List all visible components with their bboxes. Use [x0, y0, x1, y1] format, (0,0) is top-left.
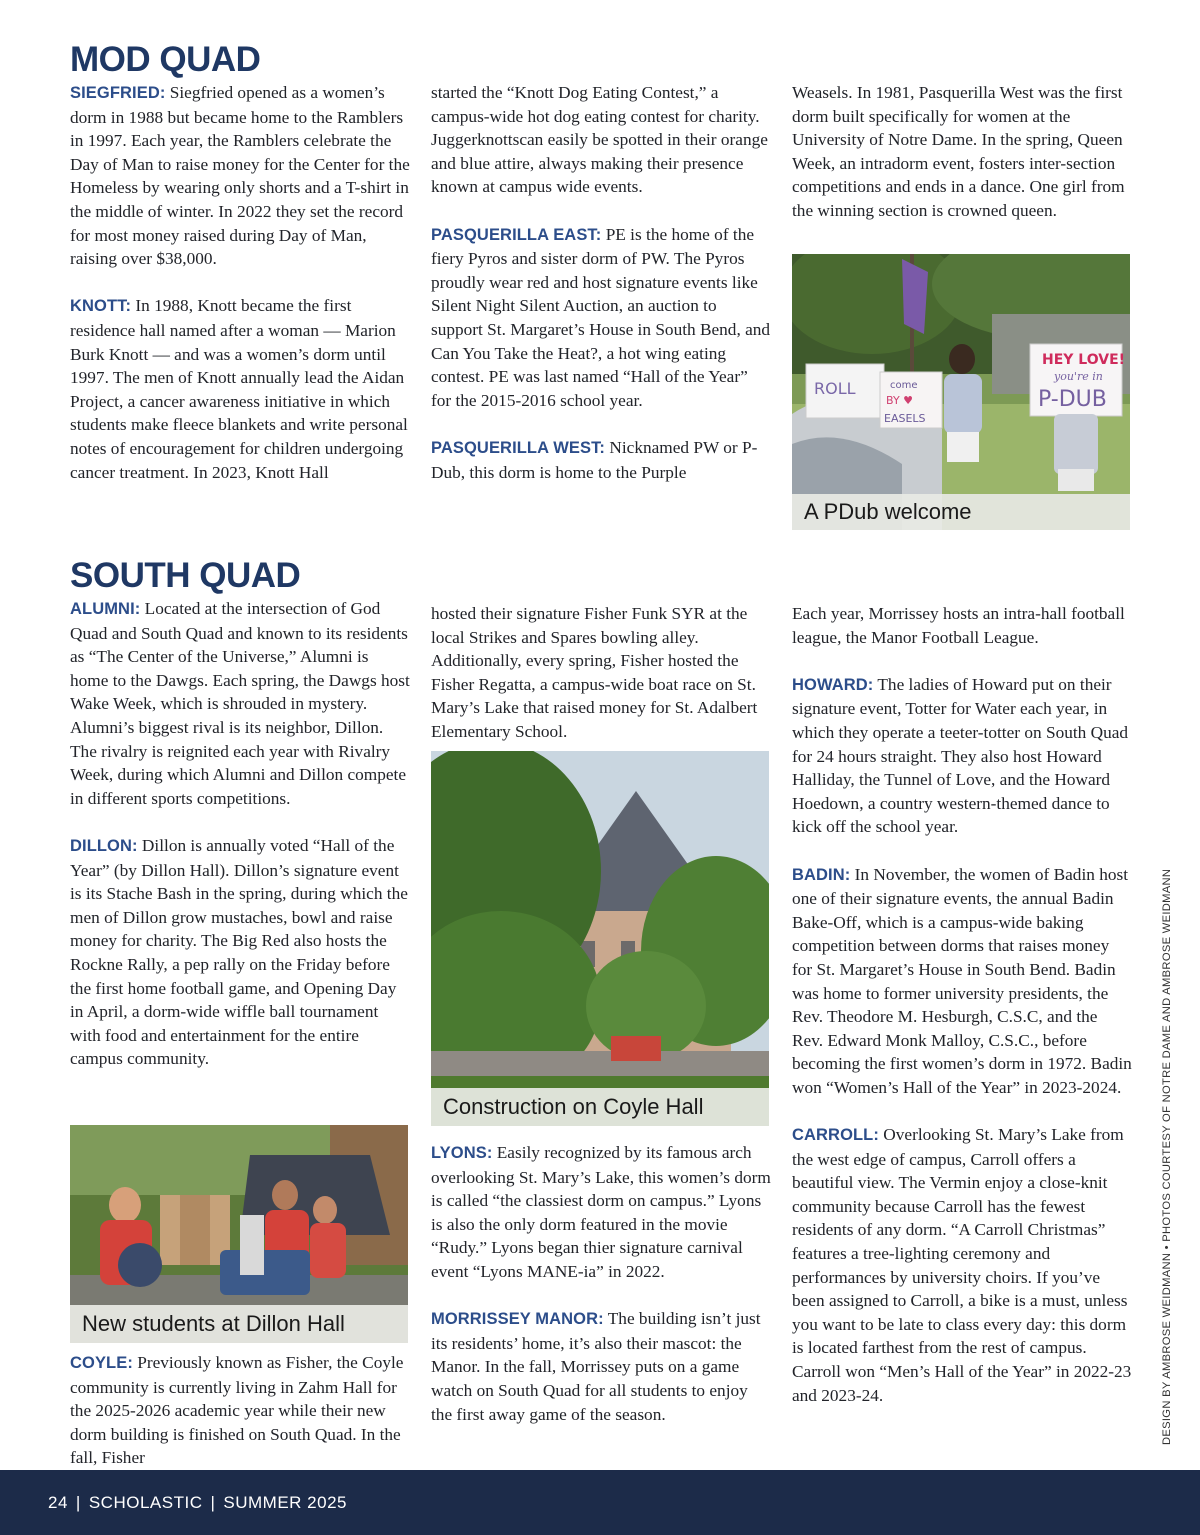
coyle-heading: COYLE:	[70, 1354, 133, 1372]
dillon-heading: DILLON:	[70, 836, 138, 855]
publication-name: SCHOLASTIC	[88, 1492, 203, 1512]
coyle-text: Previously known as Fisher, the Coyle community is currently living in Zahm Hall for the 2025-2026 academic year while their new dorm building is finished on South Quad. In the fall, Fisher	[70, 1353, 404, 1468]
south-quad-column-2	[431, 602, 771, 744]
morrissey-text: The building isn’t just its residents’ home, it’s also their mascot: the Manor. In the fall, Morrissey puts on a game watch on South Quad for all students to enjoy the first away game of the season.	[431, 1309, 761, 1424]
knott-text: In 1988, Knott became the first residence hall named after a woman — Marion Burk Knott — and was a women’s dorm until 1997. The men of Knott annually lead the Aidan Project, a cancer awareness initiative in which students make fleece blankets and write personal notes of encouragement for children undergoing cancer treatment. In 2023, Knott Hall	[70, 296, 408, 482]
coyle-hall-photo	[431, 751, 769, 1126]
carroll-entry	[792, 1123, 1132, 1407]
south-quad-column-1-lower	[70, 1351, 410, 1470]
lyons-text: Easily recognized by its famous arch overlooking St. Mary’s Lake, this women’s dorm is called “the classiest dorm on campus.” Lyons is also the only dorm featured in the movie “Rudy.” Lyons began thier signature carnival event “Lyons MANE-ia” in 2022.	[431, 1143, 771, 1281]
siegfried-text: Siegfried opened as a women’s dorm in 1988 but became home to the Ramblers in 1997. Each year, the Ramblers celebrate the Day of Man to raise money for the Center for the Homeless by wearing only shorts and a T-shirt in the middle of winter. In 2022 they set the record for most money raised during Day of Man, raising over $38,000.	[70, 83, 410, 269]
mod-quad-column-2	[431, 81, 771, 484]
morrissey-continued: Each year, Morrissey hosts an intra-hall football league, the Manor Football League.	[792, 604, 1125, 647]
howard-entry	[792, 673, 1132, 839]
footer-separator-2: |	[210, 1492, 216, 1512]
alumni-heading: ALUMNI:	[70, 600, 141, 618]
mod-quad-column-3	[792, 81, 1132, 223]
morrissey-heading: MORRISSEY MANOR:	[431, 1310, 604, 1329]
alumni-text: Located at the intersection of God Quad and South Quad and known to its residents as “The Center of the Universe,” Alumni is home to the Dawgs. Each spring, the Dawgs host Wake Week, which is shrouded in mystery. Alumni’s biggest rival is its neighbor, Dillon. The rivalry is reignited each year with Rivalry Week, during which Alumni and Dillon compete in different sports competitions.	[70, 599, 410, 808]
page-footer	[0, 1470, 1200, 1535]
pasquerilla-east-heading: PASQUERILLA EAST:	[431, 225, 602, 244]
knott-entry	[70, 294, 410, 484]
pdub-sign-mid-line2: BY ♥	[886, 394, 914, 407]
coyle-continued: hosted their signature Fisher Funk SYR at the local Strikes and Spares bowling alley. Additionally, every spring, Fisher hosted the Fisher Regatta, a campus-wide boat race on St. Mary’s Lake that raised money for St. Adalbert Elementary School.	[431, 604, 758, 741]
dillon-photo-caption: New students at Dillon Hall	[70, 1305, 408, 1343]
alumni-entry	[70, 597, 410, 810]
pdub-sign-right-line2: you're in	[1054, 370, 1103, 383]
issue-name: SUMMER 2025	[223, 1492, 348, 1512]
footer-separator-1: |	[75, 1492, 81, 1512]
howard-text: The ladies of Howard put on their signature event, Totter for Water each year, in which they operate a teeter-totter on South Quad for 24 hours straight. They also host Howard Halliday, the Tunnel of Love, and the Howard Hoedown, a country western-themed dance to kick off the school year.	[792, 674, 1129, 837]
siegfried-heading: SIEGFRIED:	[70, 84, 166, 102]
pdub-sign-right-line1: HEY LOVE!	[1042, 352, 1126, 368]
pdub-sign-mid-line3: EASELS	[884, 412, 926, 425]
carroll-text: Overlooking St. Mary’s Lake from the west edge of campus, Carroll offers a beautiful view. The Vermin enjoy a close-knit community because Carroll has the fewest residents of any dorm. “A Carroll Christmas” features a tree-lighting ceremony and performances by university choirs. If you’ve been assigned to Carroll, a bike is a must, unless you want to be late to class every day: this dorm is located farthest from the rest of campus. Carroll won “Men’s Hall of the Year” in 2022-23 and 2023-24.	[792, 1125, 1132, 1405]
badin-entry	[792, 863, 1132, 1100]
knott-heading: KNOTT:	[70, 297, 132, 316]
south-quad-column-3	[792, 602, 1132, 1407]
dillon-hall-photo	[70, 1125, 408, 1343]
pasquerilla-west-text: Nicknamed PW or P-Dub, this dorm is home to the Purple	[431, 437, 758, 482]
pdub-sign-left-text: ROLL	[814, 379, 856, 398]
mod-quad-column-1	[70, 81, 410, 484]
pdub-photo-illustration	[792, 254, 1130, 530]
pasquerilla-west-heading: PASQUERILLA WEST:	[431, 438, 606, 457]
pasquerilla-west-continued: Weasels. In 1981, Pasquerilla West was the first dorm built specifically for women at the University of Notre Dame. In the spring, Queen Week, an intradorm event, fosters inter-section competitions and ends in a dance. One girl from the winning section is crowned queen.	[792, 83, 1125, 220]
pdub-photo-caption: A PDub welcome	[792, 494, 1130, 530]
howard-heading: HOWARD:	[792, 675, 874, 694]
pdub-sign-right-line3: P-DUB	[1038, 387, 1107, 412]
south-quad-column-2-lower	[431, 1141, 771, 1426]
lyons-entry	[431, 1141, 771, 1284]
pasquerilla-east-entry	[431, 223, 771, 413]
photo-credit-vertical: DESIGN BY AMBROSE WEIDMANN • PHOTOS COURTESY OF NOTRE DAME AND AMBROSE WEIDMANN	[1161, 868, 1173, 1445]
badin-heading: BADIN:	[792, 865, 851, 884]
knott-continued: started the “Knott Dog Eating Contest,” a campus-wide hot dog eating contest for charity. Juggerknottscan easily be spotted in their orange and blue attire, always making their presence known at campus wide events.	[431, 83, 768, 197]
pasquerilla-east-text: PE is the home of the fiery Pyros and sister dorm of PW. The Pyros proudly wear red and host signature events like Silent Night Silent Auction, an auction to support St. Margaret’s House in South Bend, and Can You Take the Heat?, a hot wing eating contest. PE was last named “Hall of the Year” for the 2015-2016 school year.	[431, 224, 771, 410]
morrissey-entry	[431, 1307, 771, 1426]
south-quad-title: SOUTH QUAD	[70, 556, 301, 595]
dillon-text: Dillon is annually voted “Hall of the Year” (by Dillon Hall). Dillon’s signature event is its Stache Bash in the spring, during which the men of Dillon grow mustaches, bowl and raise money for charity. The Big Red also hosts the Rockne Rally, a pep rally on the Friday before the first home football game, and Opening Day in April, a dorm-wide wiffle ball tournament with food and entertainment for the entire campus community.	[70, 835, 408, 1069]
lyons-heading: LYONS:	[431, 1144, 493, 1162]
siegfried-entry	[70, 81, 410, 271]
dillon-entry	[70, 834, 410, 1071]
page-number: 24	[48, 1492, 68, 1512]
coyle-photo-illustration	[431, 751, 769, 1126]
coyle-entry	[70, 1351, 410, 1470]
badin-text: In November, the women of Badin host one of their signature events, the annual Badin Bake-Off, which is a campus-wide baking competition between dorms that raises money for St. Margaret’s House in South Bend. Badin was home to former university presidents, the Rev. Theodore M. Hesburgh, C.S.C, and the Rev. Edward Monk Malloy, C.S.C., before becoming the first women’s dorm in 1972. Badin won “Women’s Hall of the Year” in 2023-2024.	[792, 864, 1132, 1097]
mod-quad-title: MOD QUAD	[70, 40, 261, 79]
south-quad-column-1	[70, 597, 410, 1071]
pdub-sign-mid-line1: come	[890, 380, 918, 391]
coyle-photo-caption: Construction on Coyle Hall	[431, 1088, 769, 1126]
pasquerilla-west-entry	[431, 436, 771, 484]
pdub-welcome-photo	[792, 254, 1130, 530]
carroll-heading: CARROLL:	[792, 1126, 879, 1145]
